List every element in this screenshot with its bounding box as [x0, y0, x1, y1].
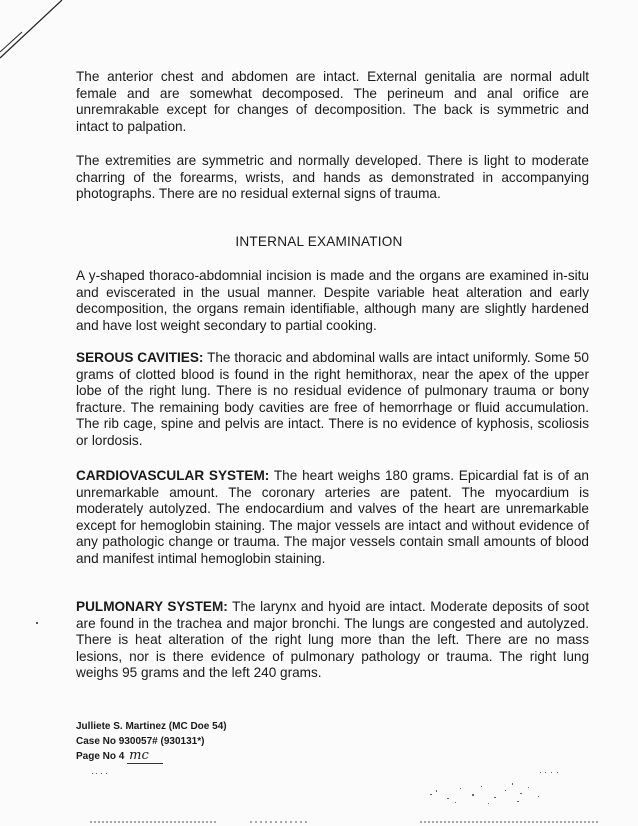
paragraph-extremities: The extremities are symmetric and normally developed. There is light to moderate charring of the forearms, wrists, and hands as demonstrated in accompanying photographs. There are no residual external signs of trauma. [76, 153, 589, 202]
margin-speck [36, 622, 38, 624]
section-pulmonary-system [76, 599, 589, 682]
section-cardiovascular-system [76, 468, 589, 568]
scan-noise-bottom [0, 760, 638, 826]
serous-cavities-label: SEROUS CAVITIES: [76, 350, 204, 365]
footer-case-info [76, 720, 227, 765]
pulmonary-label: PULMONARY SYSTEM: [76, 599, 228, 614]
footer-decedent-name: Julliete S. Martinez (MC Doe 54) [76, 721, 227, 732]
footer-page-label: Page No 4 [76, 751, 125, 762]
section-serous-cavities [76, 350, 589, 450]
pulmonary-text: The larynx and hyoid are intact. Moderate deposits of soot are found in the trachea and major bronchi. The lungs are congested and autolyzed. There is heat alteration of the right lung more than the left. There are no mass lesions, nor is there evidence of pulmonary pathology or trauma. The right lung weighs 95 grams and the left 240 grams. [76, 599, 589, 681]
paragraph-external-anterior: The anterior chest and abdomen are intact. External genitalia are normal adult female and are somewhat decomposed. The perineum and anal orifice are unremrakable except for changes of decomposition. The back is symmetric and intact to palpation. [76, 69, 589, 134]
handwritten-initials: mc [127, 748, 163, 764]
serous-cavities-text: The thoracic and abdominal walls are intact uniformly. Some 50 grams of clotted blood is found in the right hemithorax, near the apex of the upper lobe of the right lung. There is no residual evidence of pulmonary trauma or bony fracture. The remaining body cavities are free of hemorrhage or fluid accumulation. The rib cage, spine and pelvis are intact. There is no evidence of kyphosis, scoliosis or lordosis. [76, 350, 589, 448]
paragraph-incision: A y-shaped thoraco-abdomnial incision is made and the organs are examined in-situ and eviscerated in the usual manner. Despite variable heat alteration and early decomposition, the organs remain identifiable, although many are slightly hardened and have lost weight secondary to partial cooking. [76, 268, 589, 333]
cardiovascular-label: CARDIOVASCULAR SYSTEM: [76, 468, 270, 483]
corner-slash-mark [0, 0, 70, 70]
cardiovascular-text: The heart weighs 180 grams. Epicardial fat is of an unremarkable amount. The coronary arteries are patent. The myocardium is moderately autolyzed. The endocardium and valves of the heart are unremarkable except for hemoglobin staining. The major vessels are intact and without evidence of any pathologic change or trauma. The major vessels contain small amounts of blood and manifest intimal hemoglobin staining. [76, 468, 589, 566]
footer-case-number: Case No 930057# (930131*) [76, 735, 205, 747]
section-heading-internal-examination: INTERNAL EXAMINATION [235, 234, 403, 249]
